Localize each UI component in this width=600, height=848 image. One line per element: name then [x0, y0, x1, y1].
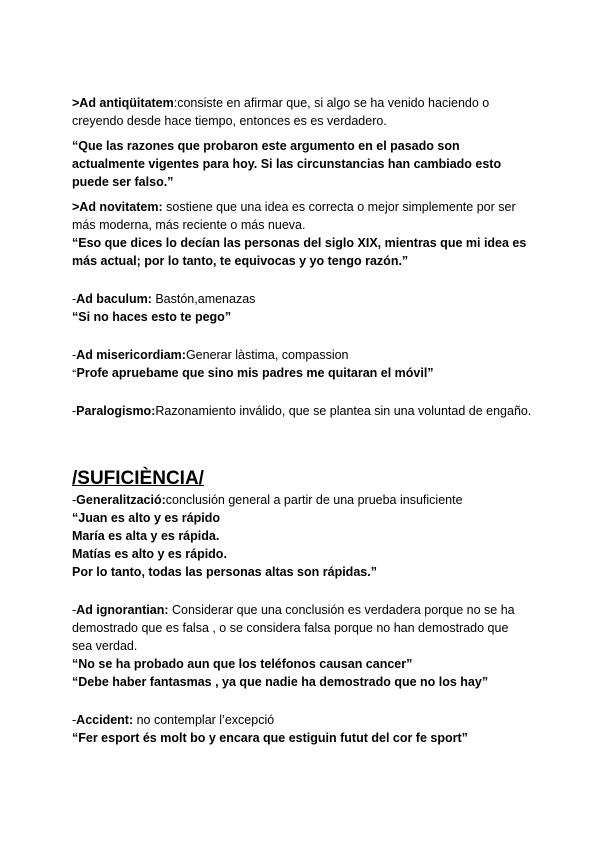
ignorantian-dash: - — [72, 603, 77, 617]
ignorantian-paragraph — [72, 601, 532, 655]
misericordiam-term: Ad misericordiam: — [76, 348, 186, 362]
generalitzacio-example-line: “Juan es alto y es rápido — [72, 511, 220, 525]
paralogismo-paragraph — [72, 402, 532, 420]
antiquitatem-term: >Ad antiqüitatem — [72, 96, 174, 110]
misericordiam-quote: Profe apruebame que sino mis padres me quitaran el móvil” — [76, 366, 434, 380]
baculum-dash: - — [72, 292, 77, 306]
generalitzacio-example-line: Por lo tanto, todas las personas altas son rápidas.” — [72, 565, 377, 579]
novitatem-term: >Ad novitatem: — [72, 200, 163, 214]
paralogismo-term: Paralogismo: — [76, 404, 156, 418]
baculum-definition: Bastón,amenazas — [151, 292, 256, 306]
ignorantian-quote-2: “Debe haber fantasmas , ya que nadie ha demostrado que no los hay” — [72, 675, 489, 689]
baculum-quote: “Si no haces esto te pego” — [72, 310, 232, 324]
paralogismo-definition: Razonamiento inválido, que se plantea sin una voluntad de engaño. — [155, 404, 532, 418]
ignorantian-quote-1: “No se ha probado aun que los teléfonos causan cancer” — [72, 657, 413, 671]
generalitzacio-definition: conclusión general a partir de una prueba insuficiente — [165, 493, 463, 507]
paralogismo-dash: - — [72, 404, 77, 418]
accident-paragraph — [72, 711, 532, 729]
generalitzacio-dash: - — [72, 493, 77, 507]
misericordiam-dash: - — [72, 348, 77, 362]
generalitzacio-example-line: María es alta y es rápida. — [72, 529, 220, 543]
antiquitatem-paragraph — [72, 94, 532, 130]
accident-quote: “Fer esport és molt bo y encara que estiguin futut del cor fe sport” — [72, 731, 468, 745]
novitatem-quote: “Eso que dices lo decían las personas del siglo XIX, mientras que mi idea es más actual; por lo tanto, te equivocas y yo tengo razón.” — [72, 236, 527, 268]
baculum-paragraph — [72, 290, 532, 308]
generalitzacio-term: Generalització: — [76, 493, 166, 507]
ignorantian-term: Ad ignorantian: — [76, 603, 169, 617]
misericordiam-quote-line — [72, 364, 532, 382]
misericordiam-paragraph — [72, 346, 532, 364]
antiquitatem-quote: “Que las razones que probaron este argumento en el pasado son actualmente vigentes para hoy. Si las circunstancias han cambiado esto puede ser falso.” — [72, 139, 502, 189]
misericordiam-quote-mark: “ — [72, 368, 77, 378]
misericordiam-definition: Generar làstima, compassion — [185, 348, 349, 362]
ignorantian-definition: Considerar que una conclusión es verdadera porque no se ha demostrado que es falsa , o se considera falsa porque no han demostrado que sea verdad. — [72, 603, 515, 653]
novitatem-paragraph — [72, 198, 532, 234]
accident-definition: no contemplar l’excepció — [133, 713, 275, 727]
accident-dash: - — [72, 713, 77, 727]
novitatem-definition: sostiene que una idea es correcta o mejor simplemente por ser más moderna, más reciente o más nueva. — [72, 200, 516, 232]
accident-term: Accident: — [76, 713, 134, 727]
section-heading: /SUFICIÈNCIA/ — [72, 468, 204, 489]
baculum-term: Ad baculum: — [76, 292, 152, 306]
document-body — [72, 94, 532, 747]
antiquitatem-definition: :consiste en afirmar que, si algo se ha venido haciendo o creyendo desde hace tiempo, entonces es es verdadero. — [72, 96, 490, 128]
generalitzacio-paragraph — [72, 491, 532, 509]
generalitzacio-example-line: Matías es alto y es rápido. — [72, 547, 227, 561]
